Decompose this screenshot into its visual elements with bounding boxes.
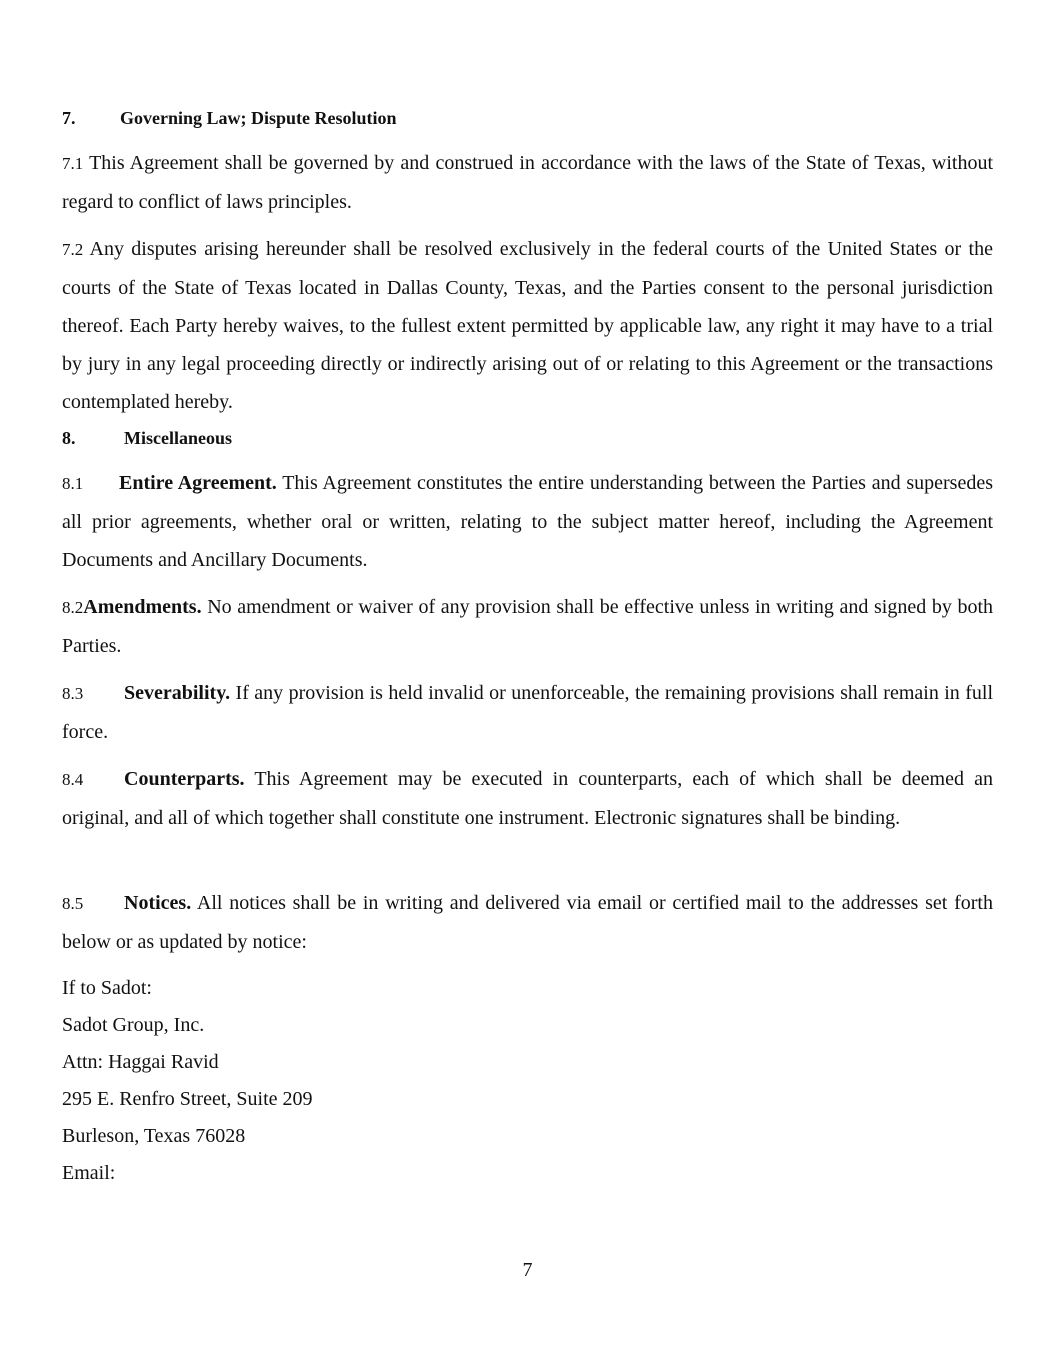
paragraph-8-3-text: If any provision is held invalid or unenforceable, the remaining provisions shall remain in full force. (62, 682, 994, 743)
section-8-number: 8. (62, 428, 76, 448)
paragraph-8-5-number: 8.5 (62, 894, 84, 913)
section-8-heading (62, 426, 232, 450)
paragraph-7-2-text: Any disputes arising hereunder shall be resolved exclusively in the federal courts of the United States or the courts of the State of Texas located in Dallas County, Texas, and the Parties consent to the personal jurisdiction thereof. Each Party hereby waives, to the fullest extent permitted by applicable law, any right it may have to a trial by jury in any legal proceeding directly or indirectly arising out of or relating to this Agreement or the transactions contemplated hereby. (62, 238, 993, 413)
paragraph-7-2 (62, 230, 993, 421)
paragraph-7-2-number: 7.2 (62, 240, 84, 259)
paragraph-8-4-number: 8.4 (62, 770, 84, 789)
paragraph-7-1-number: 7.1 (62, 154, 84, 173)
paragraph-8-3-title: Severability. (124, 682, 231, 704)
paragraph-8-2-text: No amendment or waiver of any provision shall be effective unless in writing and signed by both Parties. (62, 596, 994, 657)
section-8-title: Miscellaneous (124, 428, 232, 448)
address-line-company: Sadot Group, Inc. (62, 1014, 205, 1036)
address-line-email: Email: (62, 1162, 116, 1184)
paragraph-8-5-text: All notices shall be in writing and delivered via email or certified mail to the addresses set forth below or as updated by notice: (62, 892, 993, 953)
section-7-heading (62, 106, 397, 130)
paragraph-8-1-number: 8.1 (62, 474, 84, 493)
paragraph-8-2-title: Amendments. (83, 596, 202, 618)
address-line-city: Burleson, Texas 76028 (62, 1125, 246, 1147)
paragraph-7-1-text: This Agreement shall be governed by and construed in accordance with the laws of the State of Texas, without regard to conflict of laws principles. (62, 152, 994, 213)
address-line-attention: Attn: Haggai Ravid (62, 1051, 219, 1073)
paragraph-8-2 (62, 588, 993, 665)
section-7-title: Governing Law; Dispute Resolution (120, 108, 397, 128)
page-number: 7 (522, 1259, 533, 1281)
section-7-number: 7. (62, 108, 76, 128)
paragraph-8-2-number: 8.2 (62, 598, 84, 617)
paragraph-8-5 (62, 884, 993, 961)
paragraph-8-4-title: Counterparts. (124, 768, 245, 790)
paragraph-8-5-title: Notices. (124, 892, 192, 914)
notice-address-block (62, 970, 313, 1192)
paragraph-8-3-number: 8.3 (62, 684, 84, 703)
paragraph-8-4 (62, 760, 993, 837)
paragraph-8-1 (62, 464, 993, 579)
paragraph-7-1 (62, 144, 993, 221)
paragraph-8-1-title: Entire Agreement. (119, 472, 277, 494)
address-line-recipient-label: If to Sadot: (62, 977, 152, 999)
address-line-street: 295 E. Renfro Street, Suite 209 (62, 1088, 313, 1110)
paragraph-8-4-text: This Agreement may be executed in counterparts, each of which shall be deemed an original, and all of which together shall constitute one instrument. Electronic signatures shall be binding. (62, 768, 994, 829)
paragraph-8-3 (62, 674, 993, 751)
paragraph-8-1-text: This Agreement constitutes the entire understanding between the Parties and supersedes all prior agreements, whether oral or written, relating to the subject matter hereof, including the Agreement Documents and Ancillary Documents. (62, 472, 993, 571)
